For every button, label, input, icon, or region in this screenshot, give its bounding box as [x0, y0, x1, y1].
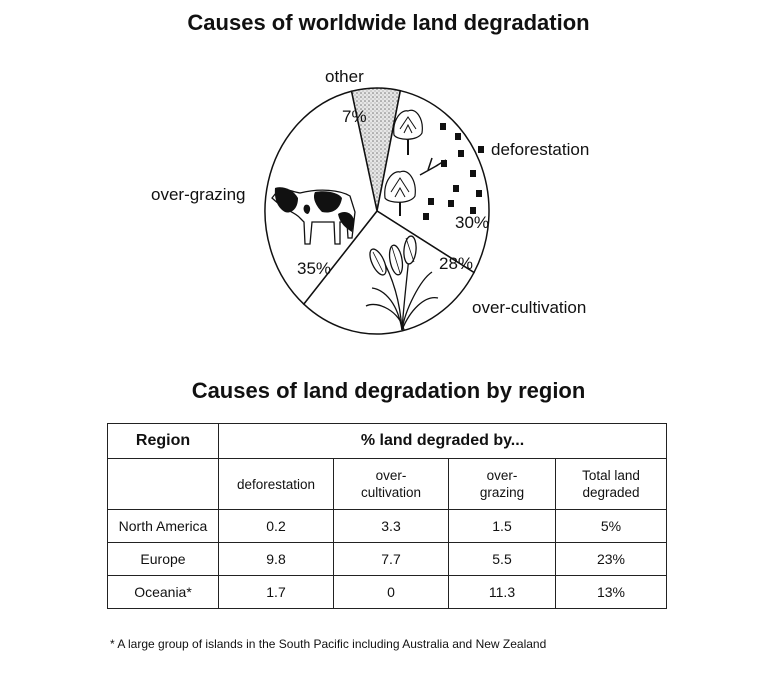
- table-footnote: * A large group of islands in the South Pacific including Australia and New Zealand: [110, 637, 547, 651]
- pie-value-deforestation: 30%: [455, 213, 490, 232]
- subheader-deforestation: [219, 459, 334, 510]
- subheader-over-cultivation-line2: cultivation: [360, 485, 422, 500]
- subheader-over-cultivation: [334, 459, 449, 510]
- pie-value-over-cultivation: 28%: [439, 254, 474, 273]
- row-oceania-total: 13%: [556, 576, 667, 609]
- row-north-america-total: 5%: [556, 510, 667, 543]
- header-group: % land degraded by...: [219, 424, 667, 459]
- pie-label-over-grazing: over-grazing: [151, 185, 246, 204]
- subheader-total-line1: Total land: [582, 468, 640, 483]
- row-europe-region: Europe: [108, 543, 219, 576]
- row-north-america-region: North America: [108, 510, 219, 543]
- row-north-america-deforestation: 0.2: [219, 510, 334, 543]
- pie-label-other: other: [325, 67, 364, 86]
- row-europe-over-cultivation: 7.7: [334, 543, 449, 576]
- region-table: [107, 423, 667, 609]
- table-row: [108, 510, 667, 543]
- row-oceania-region: Oceania*: [108, 576, 219, 609]
- row-north-america-over-grazing: 1.5: [449, 510, 556, 543]
- table-row: [108, 576, 667, 609]
- row-europe-over-grazing: 5.5: [449, 543, 556, 576]
- subheader-over-grazing-line2: grazing: [479, 485, 525, 500]
- subheader-total-line2: degraded: [582, 485, 640, 500]
- row-europe-deforestation: 9.8: [219, 543, 334, 576]
- table-subheader-row: [108, 459, 667, 510]
- subheader-deforestation-line1: deforestation: [236, 476, 316, 492]
- subheader-total: [556, 459, 667, 510]
- row-europe-total: 23%: [556, 543, 667, 576]
- pie-label-over-cultivation: over-cultivation: [472, 298, 587, 317]
- table-header-row: [108, 424, 667, 459]
- pie-chart-title: Causes of worldwide land degradation: [187, 10, 590, 35]
- row-oceania-deforestation: 1.7: [219, 576, 334, 609]
- table-title: Causes of land degradation by region: [191, 378, 586, 403]
- subheader-empty: [108, 459, 219, 510]
- subheader-over-grazing: [449, 459, 556, 510]
- pie-value-other: 7%: [342, 107, 367, 126]
- pie-label-deforestation: deforestation: [491, 140, 590, 159]
- subheader-over-grazing-line1: over-: [486, 468, 518, 483]
- table-row: [108, 543, 667, 576]
- row-oceania-over-cultivation: 0: [334, 576, 449, 609]
- row-oceania-over-grazing: 11.3: [449, 576, 556, 609]
- header-region: Region: [108, 424, 219, 459]
- row-north-america-over-cultivation: 3.3: [334, 510, 449, 543]
- pie-value-over-grazing: 35%: [297, 259, 332, 278]
- subheader-over-cultivation-line1: over-: [375, 468, 407, 483]
